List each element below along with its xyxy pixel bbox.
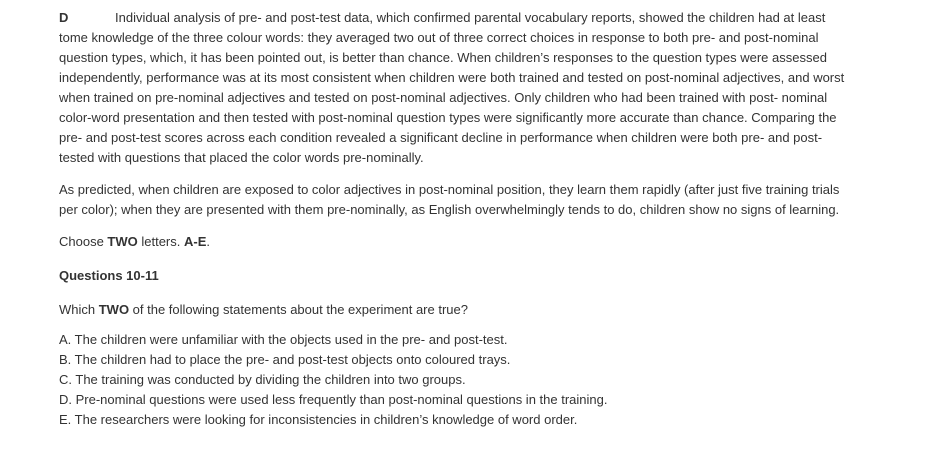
section-letter: D — [59, 10, 69, 25]
instruction-middle: letters. — [137, 234, 184, 249]
reading-content — [59, 8, 849, 430]
option-e[interactable]: E. The researchers were looking for inconsistencies in children’s knowledge of word order. — [59, 412, 578, 427]
passage-paragraph-predicted: As predicted, when children are exposed to color adjectives in post-nominal position, they learn them rapidly (after just five training trials per color); when they are presented with them pre-nominally, as English overwhelmingly tends to do, children show no signs of learning. — [59, 182, 840, 217]
answer-options — [59, 330, 849, 430]
instruction-text — [59, 232, 849, 252]
instruction-emphasis: TWO — [107, 234, 138, 249]
prompt-emphasis: TWO — [98, 302, 130, 317]
option-d[interactable]: D. Pre-nominal questions were used less frequently than post-nominal questions in the training. — [59, 392, 608, 407]
option-c[interactable]: C. The training was conducted by dividing the children into two groups. — [59, 372, 466, 387]
passage-paragraph-d — [59, 8, 849, 168]
instruction-range: A-E — [184, 234, 207, 249]
prompt-suffix: of the following statements about the experiment are true? — [129, 302, 468, 317]
questions-heading: Questions 10-11 — [59, 268, 159, 283]
prompt-prefix: Which — [59, 302, 99, 317]
option-a[interactable]: A. The children were unfamiliar with the objects used in the pre- and post-test. — [59, 332, 508, 347]
option-b[interactable]: B. The children had to place the pre- and post-test objects onto coloured trays. — [59, 352, 511, 367]
instruction-prefix: Choose — [59, 234, 108, 249]
question-prompt — [59, 300, 849, 320]
paragraph-d-text: Individual analysis of pre- and post-test data, which confirmed parental vocabulary reports, showed the children had at least tome knowledge of the three colour words: they averaged two out of three correct choices in response to both pre- and post-nominal question types, which, it has been pointed out, is better than chance. When children’s responses to the question types were assessed independently, performance was at its most consistent when children were both trained and tested on post-nominal adjectives, and worst when trained on pre-nominal adjectives and tested on post-nominal adjectives. Only children who had been trained with post- nominal color-word presentation and then tested with post-nominal question types were significantly more accurate than chance. Comparing the pre- and post-test scores across each condition revealed a significant decline in performance when children were both pre- and post-tested with questions that placed the color words pre-nominally. — [59, 10, 845, 165]
instruction-suffix: . — [206, 234, 211, 249]
